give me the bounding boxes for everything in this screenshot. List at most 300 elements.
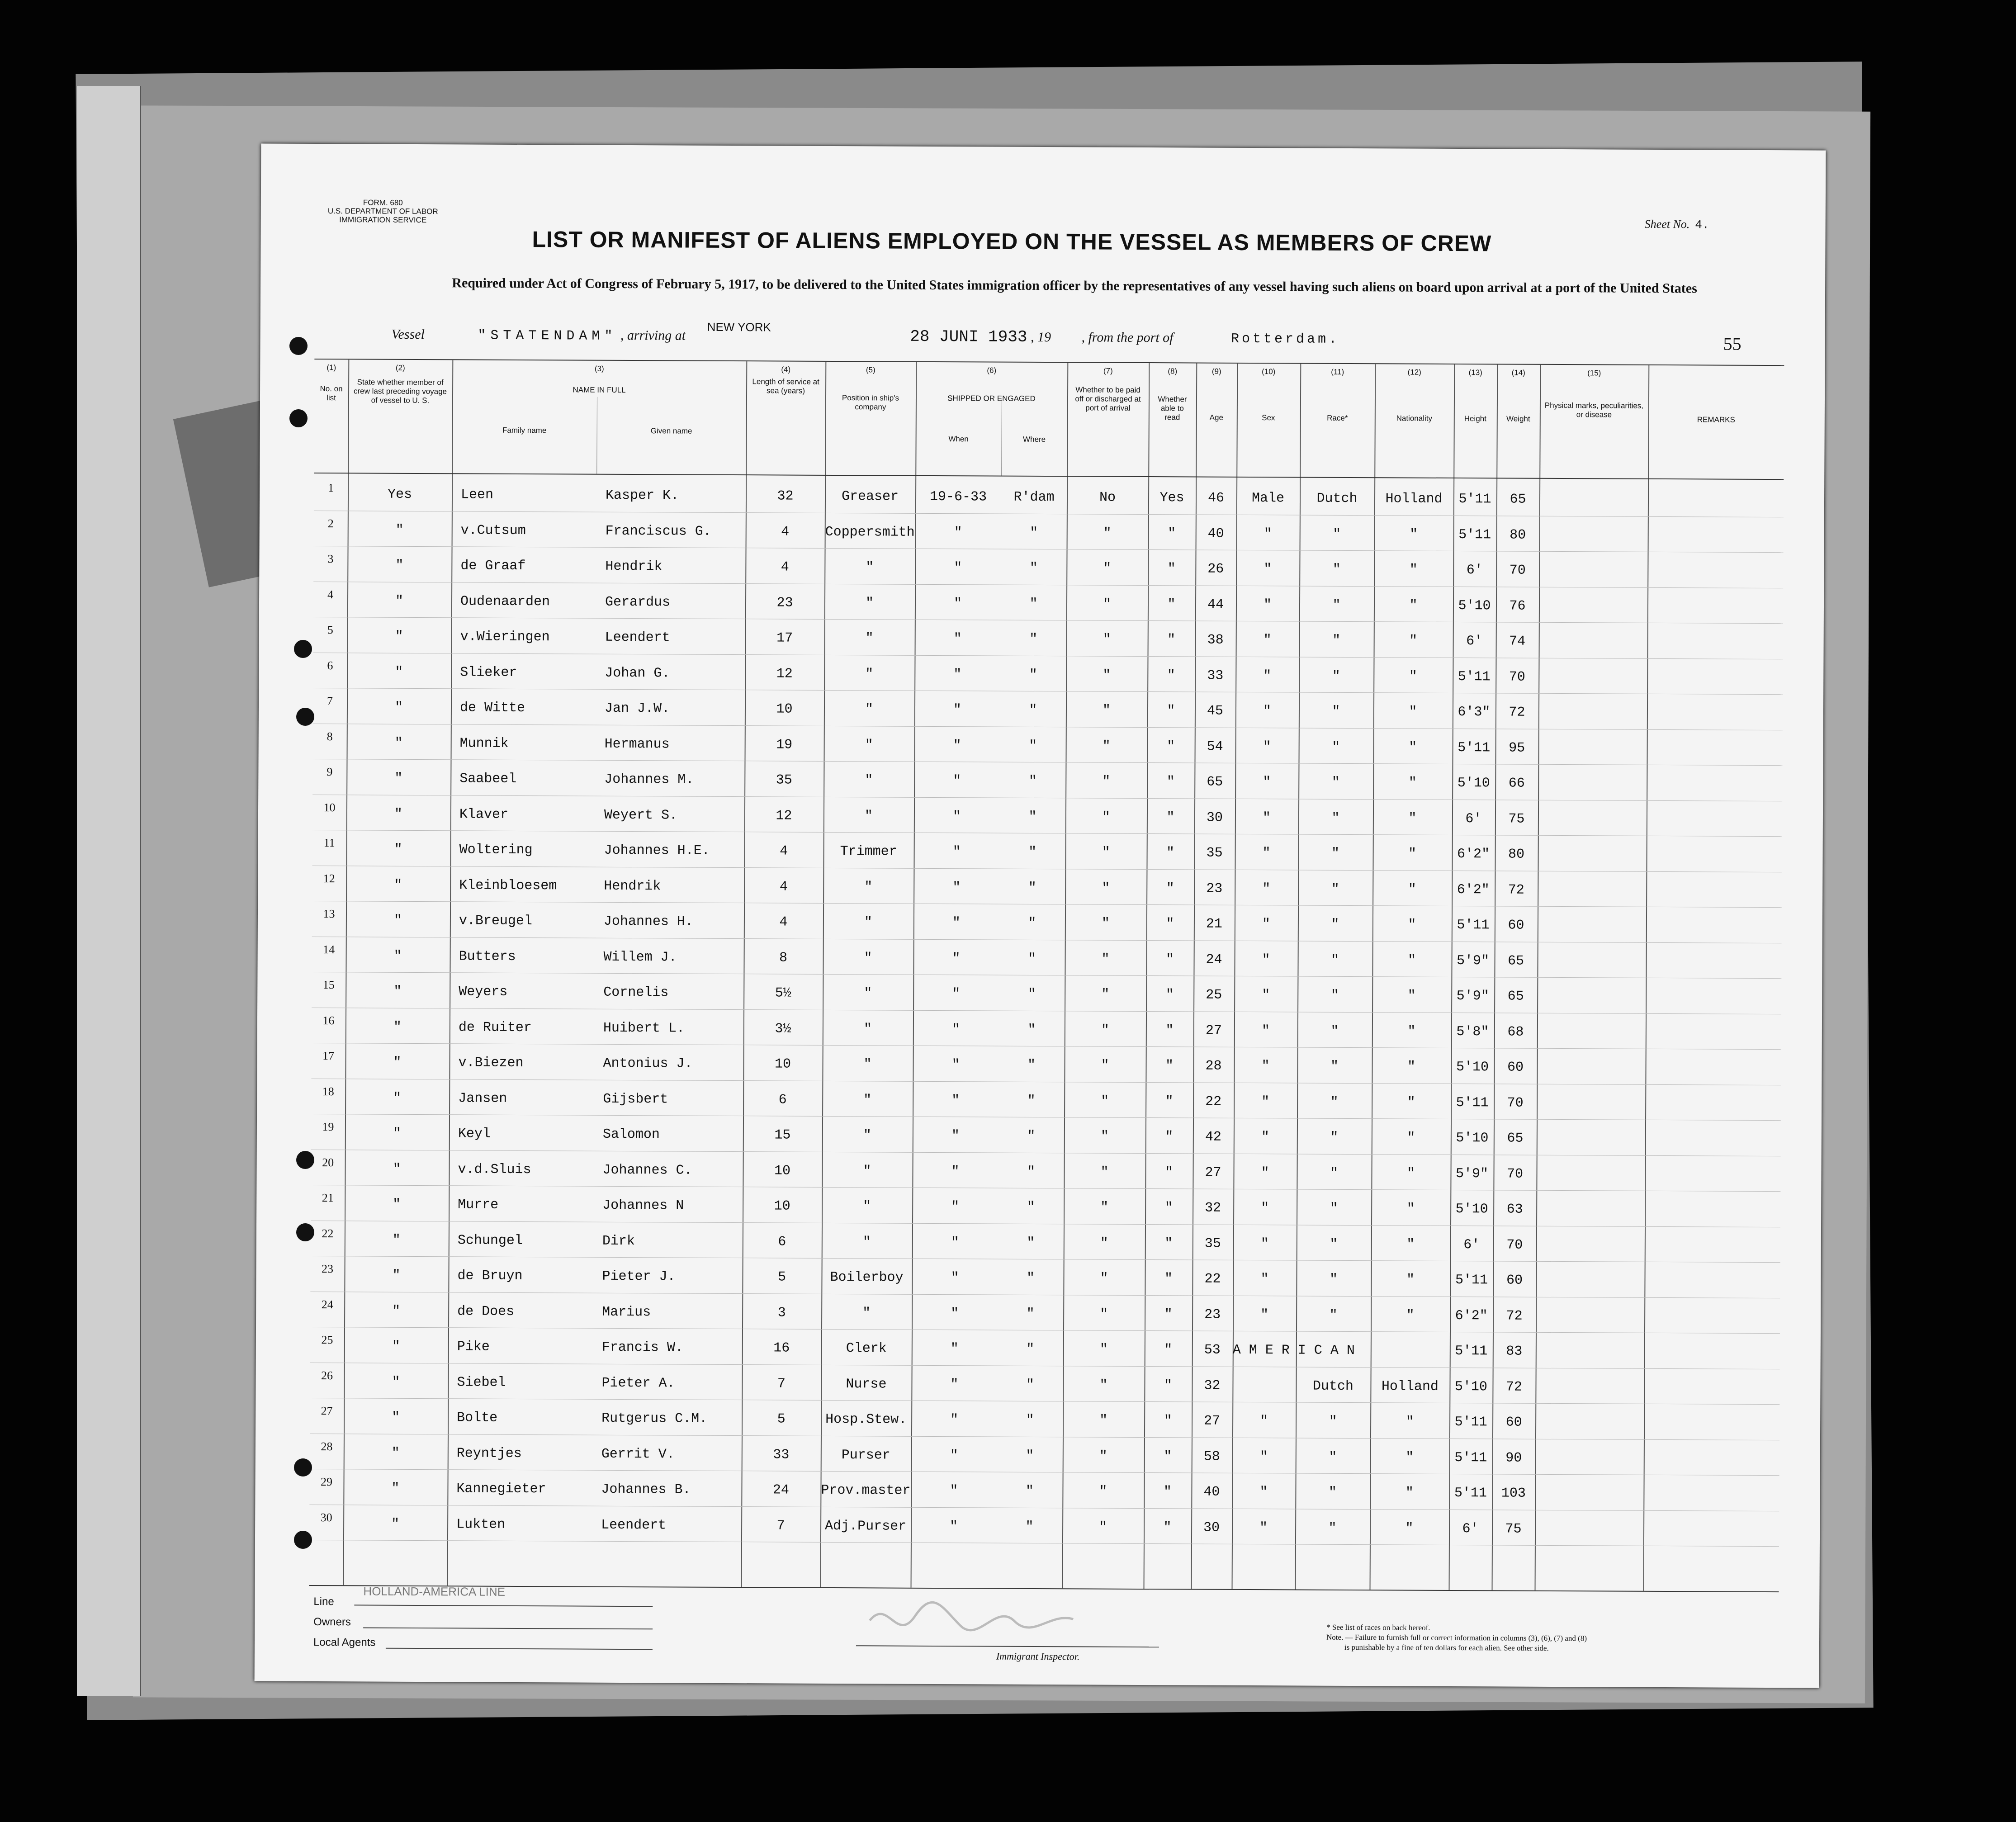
cell-given: Jan J.W. xyxy=(604,700,670,717)
cell-where: " xyxy=(1029,596,1038,612)
cell-where: " xyxy=(1027,986,1036,1002)
cell-service: 8 xyxy=(779,950,788,966)
cell-weight: 75 xyxy=(1508,811,1525,827)
cell-age: 65 xyxy=(1207,774,1223,790)
cell-position: " xyxy=(862,1305,871,1321)
cell-no: 30 xyxy=(320,1510,332,1524)
cell-race: " xyxy=(1331,810,1340,826)
binder-hole xyxy=(296,1223,314,1241)
cell-where: " xyxy=(1029,667,1037,683)
cell-service: 15 xyxy=(774,1127,791,1143)
cell-age: 27 xyxy=(1205,1165,1221,1181)
cell-race: " xyxy=(1332,562,1341,577)
cell-height: 5'11 xyxy=(1455,1344,1488,1359)
cell-paid: " xyxy=(1103,525,1112,541)
header-nationality: Nationality xyxy=(1396,414,1433,423)
cell-where: " xyxy=(1028,844,1037,860)
cell-sex: " xyxy=(1259,1485,1268,1500)
cell-given: Hendrik xyxy=(604,878,661,894)
cell-read: " xyxy=(1164,1377,1173,1393)
cell-where: " xyxy=(1029,702,1037,718)
cell-nat: " xyxy=(1405,1521,1414,1537)
cell-when: 19-6-33 xyxy=(929,489,987,505)
cell-age: 40 xyxy=(1207,526,1224,542)
cell-weight: 70 xyxy=(1509,563,1526,578)
cell-nat: " xyxy=(1409,740,1417,756)
sheet-number xyxy=(1645,218,1709,232)
cell-paid: " xyxy=(1099,1413,1108,1429)
cell-age: 22 xyxy=(1205,1094,1222,1110)
cell-when: " xyxy=(952,809,961,824)
cell-where: " xyxy=(1027,1022,1036,1038)
cell-given: Weyert S. xyxy=(604,807,678,823)
header-remarks: REMARKS xyxy=(1697,415,1735,424)
header-height: Height xyxy=(1464,414,1486,423)
cell-service: 7 xyxy=(776,1518,785,1534)
cell-family: Leen xyxy=(460,487,494,503)
cell-height: 6'2" xyxy=(1457,847,1490,862)
footer-agents-label: Local Agents xyxy=(313,1636,376,1649)
cell-where: " xyxy=(1026,1341,1035,1357)
cell-where: " xyxy=(1028,809,1037,825)
cell-race: " xyxy=(1330,988,1339,1003)
cell-no: 12 xyxy=(323,871,335,885)
cell-when: " xyxy=(951,1022,960,1037)
cell-height: 5'11 xyxy=(1458,740,1491,756)
cell-no: 25 xyxy=(321,1333,333,1347)
cell-where: " xyxy=(1027,1235,1035,1251)
cell-position: Prov.master xyxy=(821,1482,911,1499)
cell-nat: " xyxy=(1408,917,1416,933)
cell-sex: " xyxy=(1261,1023,1270,1039)
cell-sex: " xyxy=(1260,1414,1268,1429)
cell-paid: " xyxy=(1099,1377,1108,1393)
cell-service: 10 xyxy=(774,1056,791,1072)
cell-service: 33 xyxy=(773,1447,790,1463)
header-position: Position in ship's company xyxy=(842,393,899,412)
cell-read: " xyxy=(1165,951,1174,967)
cell-sex: " xyxy=(1264,562,1272,577)
cell-height: 6'2" xyxy=(1455,1308,1488,1324)
cell-read: " xyxy=(1166,916,1174,932)
cell-family: Munnik xyxy=(459,735,509,752)
cell-sex: Male xyxy=(1251,491,1285,506)
cell-sex: " xyxy=(1262,952,1270,968)
cell-position: Nurse xyxy=(846,1376,887,1392)
table-row xyxy=(313,688,1783,730)
cell-no: 26 xyxy=(321,1368,333,1382)
cell-service: 10 xyxy=(776,701,793,717)
cell-position: " xyxy=(863,1092,872,1108)
table-row xyxy=(312,936,1781,978)
cell-read: " xyxy=(1166,809,1175,825)
cell-age: 35 xyxy=(1206,845,1223,861)
cell-when: " xyxy=(950,1519,958,1534)
cell-position: Adj.Purser xyxy=(825,1518,907,1534)
cell-no: 23 xyxy=(322,1262,334,1276)
cell-read: " xyxy=(1167,738,1175,754)
cell-when: " xyxy=(951,1164,960,1179)
cell-given: Hermanus xyxy=(604,736,670,752)
cell-given: Cornelis xyxy=(603,984,669,1001)
cell-nat: Holland xyxy=(1385,491,1443,507)
cell-weight: 60 xyxy=(1506,1273,1523,1288)
cell-where: " xyxy=(1030,525,1038,541)
cell-race: " xyxy=(1330,1236,1338,1252)
cell-weight: 63 xyxy=(1506,1202,1523,1217)
cell-no: 27 xyxy=(321,1404,333,1418)
cell-height: 5'10 xyxy=(1457,776,1490,791)
binder-hole xyxy=(296,708,314,726)
cell-family: v.Cutsum xyxy=(460,522,526,539)
table-row xyxy=(311,1114,1781,1156)
cell-when: " xyxy=(951,1057,960,1073)
cell-sex: " xyxy=(1262,917,1270,932)
vessel-name: "STATENDAM" xyxy=(478,328,617,344)
cell-read: " xyxy=(1165,1058,1174,1074)
cell-age: 32 xyxy=(1205,1200,1221,1216)
cell-weight: 70 xyxy=(1506,1237,1523,1253)
cell-read: " xyxy=(1164,1271,1173,1287)
header-length-service: Length of service at sea (years) xyxy=(752,377,819,395)
binder-hole xyxy=(294,640,312,658)
cell-age: 38 xyxy=(1207,632,1224,648)
table-row xyxy=(310,1291,1780,1333)
cell-age: 27 xyxy=(1204,1413,1221,1429)
table-row xyxy=(311,1220,1780,1262)
cell-nat: " xyxy=(1406,1308,1415,1324)
arrival-date: 28 JUNI 1933 xyxy=(910,327,1027,346)
cell-family: Schungel xyxy=(457,1232,523,1249)
header-when: When xyxy=(948,435,969,444)
footer-line-label: Line xyxy=(313,1595,334,1608)
cell-given: Dirk xyxy=(602,1233,635,1249)
table-row xyxy=(314,510,1784,552)
cell-no: 3 xyxy=(327,552,334,566)
cell-race: " xyxy=(1330,1023,1339,1039)
cell-sex: " xyxy=(1261,1094,1270,1110)
column-number: (5) xyxy=(866,365,875,374)
cell-nat: " xyxy=(1406,1272,1415,1288)
cell-service: 4 xyxy=(781,524,790,540)
cell-family: Reyntjes xyxy=(456,1445,522,1462)
cell-family: v.Wieringen xyxy=(460,629,550,645)
cell-nat: " xyxy=(1409,669,1417,685)
cell-nat: " xyxy=(1407,1059,1416,1075)
cell-age: 35 xyxy=(1204,1236,1221,1252)
cell-weight: 80 xyxy=(1510,527,1526,543)
cell-when: " xyxy=(952,880,961,895)
column-number: (12) xyxy=(1407,368,1421,377)
cell-service: 4 xyxy=(781,559,789,575)
cell-service: 6 xyxy=(778,1092,787,1108)
cell-age: 22 xyxy=(1204,1271,1221,1287)
cell-race: " xyxy=(1330,1130,1339,1145)
cell-paid: " xyxy=(1102,880,1110,896)
cell-paid: " xyxy=(1100,1306,1108,1322)
cell-when: " xyxy=(951,1235,959,1250)
cell-read: " xyxy=(1163,1519,1172,1535)
cell-height: 5'11 xyxy=(1454,1450,1487,1466)
cell-paid: " xyxy=(1101,951,1110,967)
cell-where: R'dam xyxy=(1013,489,1055,506)
cell-service: 5 xyxy=(777,1411,786,1427)
cell-prev: " xyxy=(392,1374,400,1390)
cell-given: Johannes B. xyxy=(601,1481,691,1498)
cell-age: 28 xyxy=(1205,1058,1222,1074)
cell-read: " xyxy=(1164,1448,1172,1464)
cell-read: " xyxy=(1164,1342,1173,1358)
header-sex: Sex xyxy=(1262,413,1275,422)
cell-no: 15 xyxy=(322,978,335,992)
cell-prev: " xyxy=(393,1090,402,1106)
cell-where: " xyxy=(1027,1199,1035,1215)
form-header xyxy=(315,198,451,224)
cell-sex: " xyxy=(1262,810,1271,826)
cell-weight: 72 xyxy=(1509,705,1525,720)
cell-family: v.Biezen xyxy=(458,1055,524,1071)
table-row xyxy=(311,1078,1781,1120)
cell-where: " xyxy=(1029,631,1038,647)
binder-hole xyxy=(289,337,308,355)
column-number: (10) xyxy=(1262,367,1276,376)
cell-race: " xyxy=(1331,917,1339,932)
cell-when: " xyxy=(951,1199,960,1215)
cell-weight: 60 xyxy=(1507,1060,1524,1075)
cell-read: " xyxy=(1163,1484,1172,1500)
cell-family: de Bruyn xyxy=(457,1268,523,1284)
cell-paid: " xyxy=(1100,1129,1109,1145)
cell-paid: " xyxy=(1099,1484,1107,1500)
cell-sex: " xyxy=(1263,597,1272,613)
cell-height: 5'10 xyxy=(1456,1131,1489,1146)
cell-when: " xyxy=(950,1412,959,1428)
cell-weight: 72 xyxy=(1506,1308,1523,1324)
cell-sex: " xyxy=(1260,1307,1269,1323)
cell-when: " xyxy=(951,1270,959,1286)
cell-prev: " xyxy=(394,877,402,893)
cell-given: Johannes H. xyxy=(603,913,694,930)
cell-prev: " xyxy=(395,593,404,609)
cell-sex: " xyxy=(1260,1236,1269,1252)
cell-sex: " xyxy=(1260,1272,1269,1287)
cell-position: " xyxy=(863,1199,871,1215)
cell-prev: " xyxy=(393,1019,402,1035)
cell-given: Willem J. xyxy=(603,949,677,965)
cell-no: 21 xyxy=(322,1191,334,1205)
cell-height: 6' xyxy=(1465,811,1482,827)
cell-given: Gerardus xyxy=(605,594,671,610)
cell-paid: " xyxy=(1102,774,1111,790)
table-row xyxy=(310,1398,1779,1440)
cell-sex: " xyxy=(1261,1165,1269,1181)
cell-read: " xyxy=(1164,1164,1174,1180)
cell-height: 6'3" xyxy=(1458,705,1491,720)
cell-where: " xyxy=(1026,1412,1034,1428)
cell-no: 4 xyxy=(327,587,334,601)
cell-family: Lukten xyxy=(456,1516,506,1533)
header-name-in-full: NAME IN FULL xyxy=(573,385,626,394)
cell-weight: 60 xyxy=(1508,918,1524,933)
cell-when: " xyxy=(950,1341,959,1357)
from-port: Rotterdam. xyxy=(1230,331,1340,347)
cell-read: " xyxy=(1165,1093,1174,1109)
cell-given: Huibert L. xyxy=(603,1020,685,1036)
cell-height: 6' xyxy=(1463,1237,1480,1253)
cell-sex: " xyxy=(1264,526,1272,542)
cell-read: " xyxy=(1164,1235,1173,1251)
cell-sex: " xyxy=(1263,633,1272,648)
note-fine: is punishable by a fine of ten dollars for each alien. See other side. xyxy=(1344,1642,1549,1652)
cell-family: Weyers xyxy=(459,984,508,1000)
cell-given: Hendrik xyxy=(605,558,663,575)
cell-where: " xyxy=(1026,1448,1034,1464)
table-row xyxy=(312,759,1782,801)
cell-position: Clerk xyxy=(846,1341,887,1357)
cell-sex: " xyxy=(1263,775,1271,790)
cell-no: 18 xyxy=(322,1084,334,1098)
cell-weight: 70 xyxy=(1509,669,1525,685)
cell-when: " xyxy=(952,986,961,1002)
cell-no: 20 xyxy=(322,1155,334,1169)
column-number: (11) xyxy=(1331,367,1344,376)
cell-height: 5'11 xyxy=(1455,1273,1488,1288)
cell-sex: " xyxy=(1262,881,1271,897)
note-races: * See list of races on back hereof. xyxy=(1326,1623,1430,1632)
cell-age: 25 xyxy=(1206,987,1222,1003)
cell-race: " xyxy=(1331,846,1340,861)
cell-service: 3½ xyxy=(775,1021,791,1037)
cell-given: Johannes H.E. xyxy=(604,842,710,859)
cell-read: " xyxy=(1167,596,1176,612)
cell-weight: 95 xyxy=(1509,740,1525,756)
cell-race: " xyxy=(1328,1485,1337,1500)
column-number: (14) xyxy=(1511,368,1525,377)
cell-nat: " xyxy=(1406,1450,1414,1466)
table-row xyxy=(310,1362,1779,1404)
cell-family: de Ruiter xyxy=(458,1019,532,1036)
cell-when: " xyxy=(953,667,962,682)
cell-position: " xyxy=(864,950,872,966)
cell-prev: " xyxy=(391,1445,400,1461)
cell-when: " xyxy=(954,560,962,576)
cell-service: 19 xyxy=(776,737,793,753)
cell-no: 6 xyxy=(327,658,333,672)
cell-prev: " xyxy=(393,984,402,999)
cell-position: " xyxy=(864,986,872,1002)
cell-height: 5'10 xyxy=(1456,1060,1489,1075)
column-number: (3) xyxy=(594,364,604,373)
arriving-label: , arriving at xyxy=(620,327,686,343)
table-row xyxy=(310,1433,1779,1475)
cell-no: 2 xyxy=(327,516,334,530)
table-row xyxy=(310,1327,1780,1369)
cell-nat: " xyxy=(1408,846,1417,862)
cell-height: 5'8" xyxy=(1456,1024,1489,1040)
table-row xyxy=(311,1185,1780,1227)
cell-service: 5 xyxy=(777,1269,786,1285)
cell-read: " xyxy=(1166,845,1175,861)
cell-family: Klaver xyxy=(459,806,509,823)
cell-age: 23 xyxy=(1204,1307,1221,1323)
cell-given: Franciscus G. xyxy=(605,523,711,540)
cell-position: Hosp.Stew. xyxy=(825,1411,907,1428)
header-no: No. on list xyxy=(320,384,343,402)
cell-weight: 75 xyxy=(1505,1521,1522,1537)
header-where: Where xyxy=(1023,435,1046,444)
cell-nat: " xyxy=(1409,562,1418,578)
cell-prev: " xyxy=(395,664,403,680)
cell-prev: " xyxy=(394,700,403,715)
cell-nat: " xyxy=(1409,633,1418,649)
cell-when: " xyxy=(950,1377,959,1392)
header-previous-voyage: State whether member of crew last preceding voyage of vessel to U. S. xyxy=(353,378,447,405)
cell-read: " xyxy=(1165,1129,1174,1145)
cell-prev: " xyxy=(391,1481,400,1496)
cell-weight: 65 xyxy=(1507,989,1524,1004)
cell-service: 32 xyxy=(777,488,794,504)
table-row xyxy=(312,901,1782,943)
cell-when: " xyxy=(952,915,961,931)
cell-paid: " xyxy=(1100,1200,1109,1216)
cell-read: " xyxy=(1167,703,1175,719)
cell-sex: " xyxy=(1259,1449,1268,1465)
cell-weight: 76 xyxy=(1509,598,1526,614)
cell-where: " xyxy=(1026,1377,1035,1393)
cell-family: Slieker xyxy=(460,664,517,681)
cell-paid: " xyxy=(1101,1022,1109,1038)
cell-prev: " xyxy=(393,1161,401,1177)
page-number: 55 xyxy=(1723,333,1742,354)
cell-when: " xyxy=(953,773,961,789)
table-row xyxy=(312,794,1782,836)
cell-nat: Holland xyxy=(1381,1378,1439,1395)
cell-no: 11 xyxy=(323,836,335,850)
cell-given: Pieter A. xyxy=(601,1375,675,1391)
cell-height: 5'11 xyxy=(1456,1095,1489,1111)
cell-race: Dutch xyxy=(1312,1378,1354,1394)
cell-no: 17 xyxy=(322,1049,335,1063)
column-number: (7) xyxy=(1103,366,1113,375)
cell-when: " xyxy=(950,1448,958,1463)
table-row xyxy=(313,581,1783,623)
requirement-text: Required under Act of Congress of February 5, 1917, to be delivered to the United States immigration officer by the representatives of any vessel having such aliens on board upon arrival at a port of the United States xyxy=(452,275,1697,296)
cell-paid: " xyxy=(1103,561,1112,577)
cell-prev: " xyxy=(394,806,403,822)
cell-position: Boilerboy xyxy=(830,1269,904,1286)
cell-age: 46 xyxy=(1207,490,1225,506)
cell-paid: " xyxy=(1101,987,1110,1003)
cell-read: " xyxy=(1165,1022,1174,1038)
cell-age: 23 xyxy=(1206,881,1223,897)
cell-nat: " xyxy=(1407,1130,1415,1146)
cell-nat: " xyxy=(1409,704,1417,720)
cell-no: 7 xyxy=(327,694,333,708)
cell-read: " xyxy=(1167,667,1175,683)
cell-race: " xyxy=(1329,1449,1337,1465)
cell-height: 5'9" xyxy=(1455,1166,1489,1182)
cell-height: 5'11 xyxy=(1458,669,1491,685)
cell-position: " xyxy=(864,808,873,824)
cell-no: 5 xyxy=(327,623,333,637)
table-row xyxy=(311,1149,1780,1191)
cell-family: Oudenaarden xyxy=(460,593,550,610)
cell-sex: " xyxy=(1263,739,1271,755)
cell-paid: " xyxy=(1101,1093,1109,1109)
cell-service: 16 xyxy=(773,1340,790,1356)
cell-position: " xyxy=(865,702,874,718)
header-family-name: Family name xyxy=(502,426,547,435)
